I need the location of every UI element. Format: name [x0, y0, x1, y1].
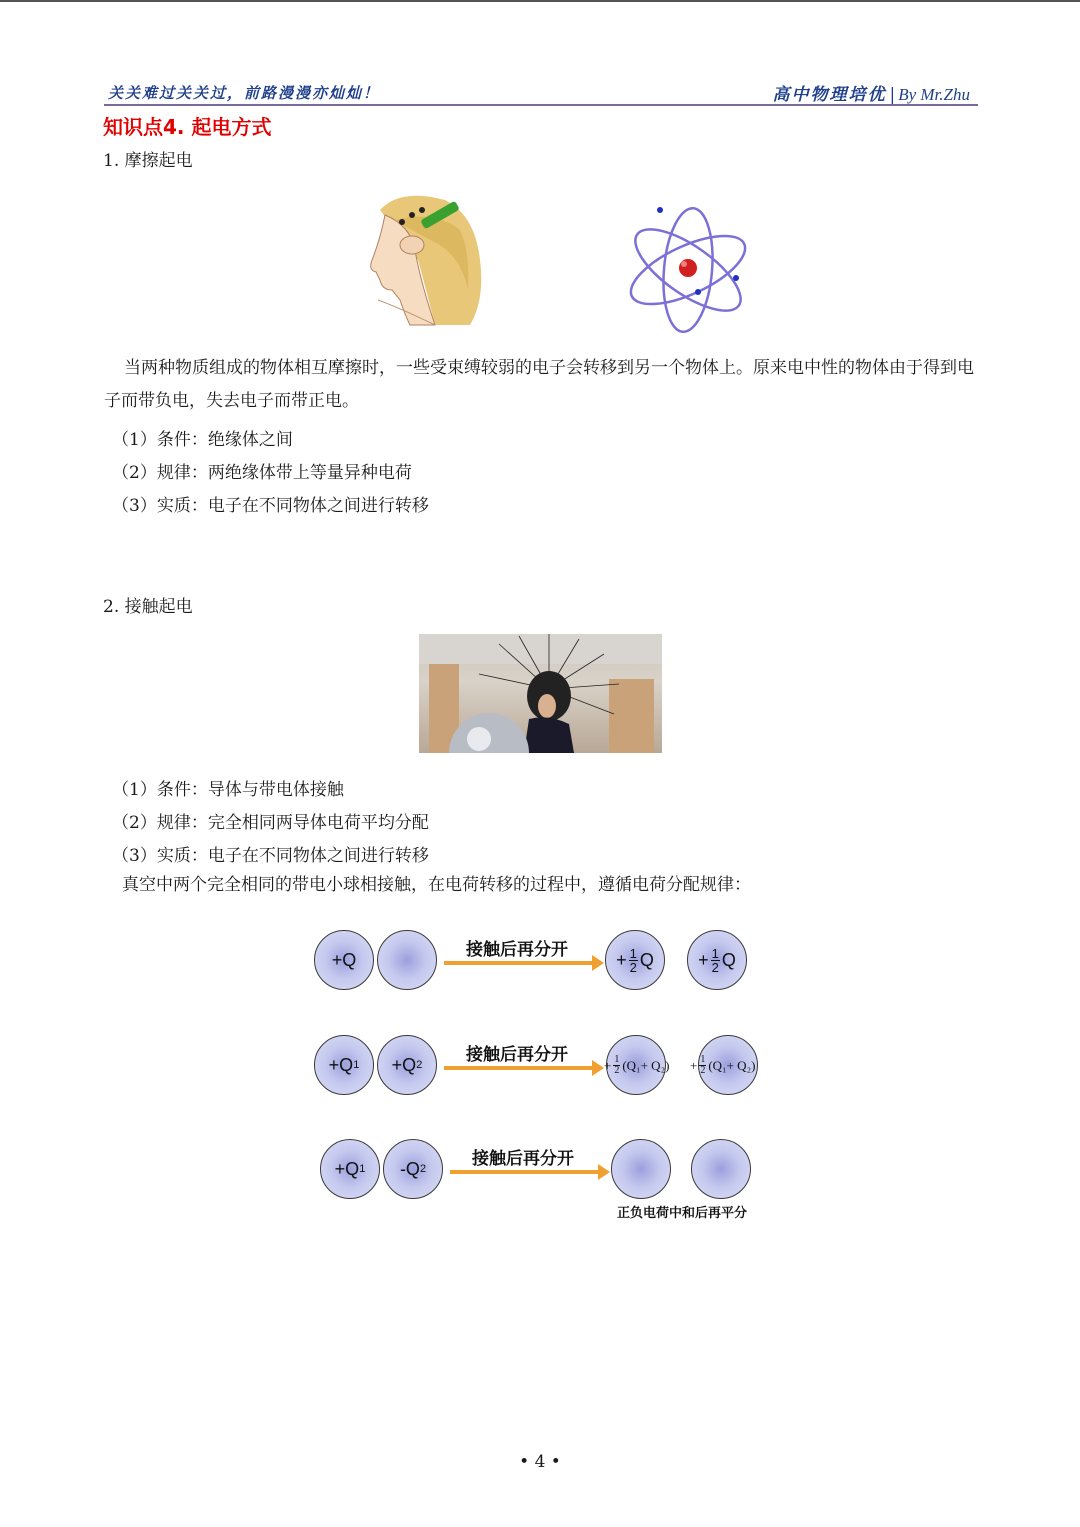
- fraction-denominator: 2: [711, 959, 719, 975]
- header-brand: [772, 80, 970, 105]
- expr-body: (Q₁+ Q₂): [622, 1057, 670, 1073]
- header-separator: |: [889, 85, 896, 105]
- section-1-paragraph: 当两种物质组成的物体相互摩擦时，一些受束缚较弱的电子会转移到另一个物体上。原来电中性的物体由于得到电子而带负电，失去电子而带正电。: [104, 358, 974, 411]
- fraction-numerator: 1: [711, 945, 719, 961]
- expr-denominator: 2: [700, 1065, 706, 1076]
- fraction-numerator: 1: [629, 945, 637, 961]
- half-q-plus: +: [698, 949, 709, 970]
- header-brand-cn: 高中物理培优: [772, 85, 887, 105]
- header-motto: 关关难过关关过，前路漫漫亦灿灿！: [108, 84, 381, 102]
- ball-neutralized-a: [611, 1139, 671, 1199]
- expr-plus: +: [690, 1057, 698, 1073]
- ball-half-q-b: [687, 930, 747, 990]
- header-author: By Mr.Zhu: [898, 85, 970, 104]
- expr-denominator: 2: [614, 1065, 620, 1076]
- section-1-essence: （3）实质：电子在不同物体之间进行转移: [112, 496, 429, 516]
- section-1-rule: （2）规律：两绝缘体带上等量异种电荷: [112, 463, 412, 483]
- charge-subscript: 1: [359, 1163, 366, 1175]
- ball-neutral: [377, 930, 437, 990]
- charge-label: +Q: [391, 1054, 417, 1075]
- page-number: • 4 •: [519, 1452, 561, 1472]
- average-expression-b: [690, 1055, 755, 1076]
- charge-subscript: 2: [419, 1163, 427, 1175]
- ball-half-q-a: [605, 930, 665, 990]
- van-de-graaff-photo: [419, 634, 662, 753]
- expr-plus: +: [604, 1057, 612, 1073]
- ball-plus-q: +Q: [314, 930, 374, 990]
- charge-label: +Q: [328, 1054, 354, 1075]
- arrow-3: [450, 1170, 600, 1174]
- page-header: [104, 80, 978, 106]
- half-q-plus: +: [616, 949, 627, 970]
- ball-plus-q1-row3: [320, 1139, 380, 1199]
- section-2-condition: （1）条件：导体与带电体接触: [112, 780, 344, 800]
- half-fraction: [711, 947, 720, 974]
- charge-subscript: 2: [416, 1059, 423, 1071]
- half-q-symbol: Q: [721, 949, 736, 970]
- section-2-essence: （3）实质：电子在不同物体之间进行转移: [112, 846, 429, 866]
- hair-comb-illustration: [340, 190, 490, 330]
- ball-neutralized-b: [691, 1139, 751, 1199]
- fraction-denominator: 2: [629, 959, 637, 975]
- half-fraction: [629, 947, 638, 974]
- expr-numerator: 1: [614, 1054, 620, 1065]
- expr-fraction: [613, 1055, 620, 1076]
- charge-subscript: 1: [353, 1059, 360, 1071]
- arrow-label-2: 接触后再分开: [466, 1045, 568, 1065]
- average-expression-a: [604, 1055, 669, 1076]
- expr-numerator: 1: [700, 1054, 706, 1065]
- expr-fraction: [699, 1055, 706, 1076]
- section-2-rule: （2）规律：完全相同两导体电荷平均分配: [112, 813, 429, 833]
- section-2-title: 2. 接触起电: [103, 597, 193, 617]
- top-rule: [0, 0, 1080, 2]
- section-1-condition: （1）条件：绝缘体之间: [112, 430, 293, 450]
- charge-label: +Q: [334, 1158, 360, 1179]
- section-1-title: 1. 摩擦起电: [103, 151, 193, 171]
- arrow-label-3: 接触后再分开: [472, 1149, 574, 1169]
- ball-plus-q1: [314, 1035, 374, 1095]
- charge-label: -Q: [399, 1158, 420, 1179]
- arrow-label-1: 接触后再分开: [466, 940, 568, 960]
- expr-body: (Q₁+ Q₂): [708, 1057, 756, 1073]
- half-q-symbol: Q: [639, 949, 654, 970]
- knowledge-point-title: 知识点4. 起电方式: [103, 115, 272, 139]
- arrow-2: [444, 1066, 594, 1070]
- ball-minus-q2: [383, 1139, 443, 1199]
- ball-plus-q2: [377, 1035, 437, 1095]
- neutralize-note: 正负电荷中和后再平分: [617, 1206, 748, 1221]
- section-2-paragraph: 真空中两个完全相同的带电小球相接触，在电荷转移的过程中，遵循电荷分配规律：: [122, 875, 751, 895]
- arrow-1: [444, 961, 594, 965]
- atom-model-illustration: [618, 200, 760, 336]
